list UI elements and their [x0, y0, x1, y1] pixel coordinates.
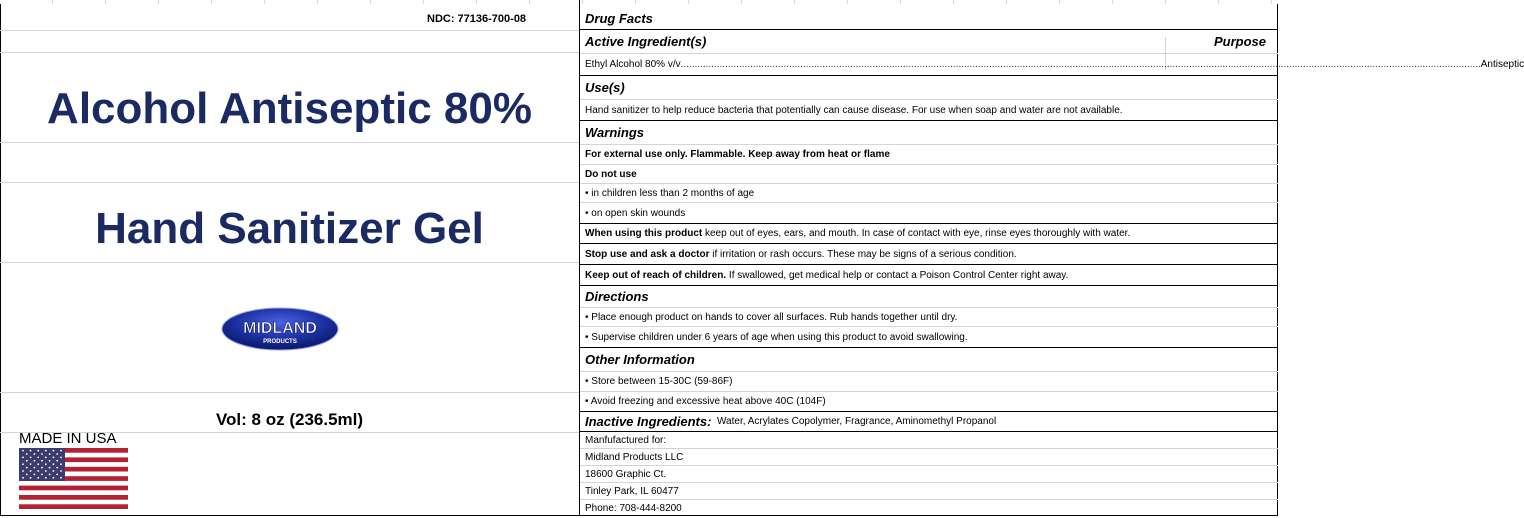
us-flag-icon — [19, 448, 128, 509]
flag-star — [41, 467, 43, 469]
manufacturer-line: Tinley Park, IL 60477 — [580, 483, 1278, 500]
logo-subtext: PRODUCTS — [263, 339, 297, 345]
flag-star — [60, 470, 62, 472]
flag-star — [56, 460, 58, 462]
uses-text: Hand sanitizer to help reduce bacteria that potentially can cause disease. For use when soap and water are not available. — [580, 100, 1278, 121]
flag-star — [49, 453, 51, 455]
stop-use-row — [580, 244, 1278, 265]
midland-logo — [221, 307, 339, 351]
flag-star — [22, 477, 24, 479]
warning-external: For external use only. Flammable. Keep away from heat or flame — [580, 145, 1278, 165]
keep-out-row — [580, 265, 1278, 286]
flag-star — [45, 470, 47, 472]
keep-out-text: If swallowed, get medical help or contact a Poison Control Center right away. — [726, 269, 1069, 281]
stop-use-text: if irritation or rash occurs. These may be signs of a serious condition. — [709, 248, 1017, 260]
flag-star — [26, 474, 28, 476]
manufacturer-line: Midland Products LLC — [580, 449, 1278, 466]
divider — [0, 52, 579, 53]
inactive-heading: Inactive Ingredients: — [585, 414, 712, 429]
made-in-usa: MADE IN USA — [19, 430, 117, 447]
purpose-value: Antiseptic — [1480, 59, 1524, 70]
uses-heading: Use(s) — [580, 76, 1278, 100]
flag-star — [30, 457, 32, 459]
dot-leader: ................................................................................................................................................................................................................................................................................................ — [680, 59, 1481, 70]
other-info-item: • Avoid freezing and excessive heat above 40C (104F) — [580, 392, 1278, 412]
manufacturer-line: Phone: 708-444-8200 — [585, 502, 682, 514]
flag-star — [41, 453, 43, 455]
flag-star — [60, 463, 62, 465]
directions-heading: Directions — [580, 286, 1278, 308]
flag-star — [37, 463, 39, 465]
logo-text: MIDLAND — [243, 320, 317, 337]
flag-star — [49, 467, 51, 469]
flag-star — [37, 477, 39, 479]
flag-star — [37, 470, 39, 472]
flag-star — [53, 477, 55, 479]
volume: Vol: 8 oz (236.5ml) — [215, 410, 364, 429]
product-title: Alcohol Antiseptic 80% — [47, 84, 532, 133]
flag-star — [56, 453, 58, 455]
flag-star — [34, 460, 36, 462]
flag-star — [41, 474, 43, 476]
drug-facts-heading: Drug Facts — [580, 8, 1278, 30]
flag-star — [30, 477, 32, 479]
do-not-use: Do not use — [580, 165, 1278, 184]
flag-star — [45, 477, 47, 479]
flag-star — [37, 450, 39, 452]
front-panel — [0, 0, 579, 516]
flag-star — [45, 463, 47, 465]
flag-star — [22, 450, 24, 452]
divider — [0, 392, 579, 393]
flag-star — [30, 450, 32, 452]
flag-star — [56, 474, 58, 476]
flag-star — [34, 474, 36, 476]
flag-star — [41, 460, 43, 462]
flag-star — [34, 453, 36, 455]
drug-facts-panel — [580, 0, 1524, 516]
warnings-heading: Warnings — [580, 121, 1278, 145]
flag-star — [49, 474, 51, 476]
other-info-heading: Other Information — [580, 348, 1278, 372]
active-ingredient: Ethyl Alcohol 80% v/v — [585, 59, 681, 70]
divider — [0, 30, 579, 31]
product-subtitle: Hand Sanitizer Gel — [95, 204, 484, 253]
flag-star — [34, 467, 36, 469]
when-using-bold: When using this product — [585, 228, 703, 239]
when-using-text: keep out of eyes, ears, and mouth. In case of contact with eye, rinse eyes thoroughly with water. — [702, 228, 1131, 239]
flag-star — [45, 450, 47, 452]
purpose-heading: Purpose — [1213, 34, 1266, 49]
flag-star — [60, 457, 62, 459]
flag-star — [60, 477, 62, 479]
flag-star — [26, 467, 28, 469]
flag-star — [53, 470, 55, 472]
flag-star — [56, 467, 58, 469]
flag-star — [53, 457, 55, 459]
active-ingredient-row — [580, 54, 1524, 76]
active-ingredient-heading: Active Ingredient(s) — [585, 34, 707, 49]
manufacturer-line: Manfufactured for: — [580, 432, 1278, 449]
when-using-row — [580, 224, 1278, 244]
inactive-row — [580, 412, 1278, 432]
flag-star — [26, 460, 28, 462]
active-ingredient-header — [580, 30, 1278, 54]
inactive-text: Water, Acrylates Copolymer, Fragrance, Aminomethyl Propanol — [711, 416, 997, 427]
other-info-item: • Store between 15-30C (59-86F) — [580, 372, 1278, 392]
do-not-use-item: • in children less than 2 months of age — [580, 184, 1278, 203]
flag-star — [53, 450, 55, 452]
stop-use-bold: Stop use and ask a doctor — [585, 248, 710, 260]
manufacturer-line: 18600 Graphic Ct. — [580, 466, 1278, 483]
keep-out-bold: Keep out of reach of children. — [585, 269, 727, 281]
divider — [0, 262, 579, 263]
flag-star — [49, 460, 51, 462]
ndc-code: NDC: 77136-700-08 — [427, 13, 527, 25]
divider — [0, 142, 579, 143]
flag-star — [45, 457, 47, 459]
flag-star — [60, 450, 62, 452]
direction-item: • Supervise children under 6 years of age when using this product to avoid swallowing. — [580, 327, 1278, 348]
flag-star — [22, 457, 24, 459]
flag-star — [37, 457, 39, 459]
divider — [0, 182, 579, 183]
flag-star — [26, 453, 28, 455]
flag-star — [30, 463, 32, 465]
direction-item: • Place enough product on hands to cover all surfaces. Rub hands together until dry. — [580, 308, 1278, 327]
do-not-use-item: • on open skin wounds — [580, 203, 1278, 224]
flag-star — [53, 463, 55, 465]
flag-star — [30, 470, 32, 472]
flag-star — [22, 463, 24, 465]
flag-star — [22, 470, 24, 472]
